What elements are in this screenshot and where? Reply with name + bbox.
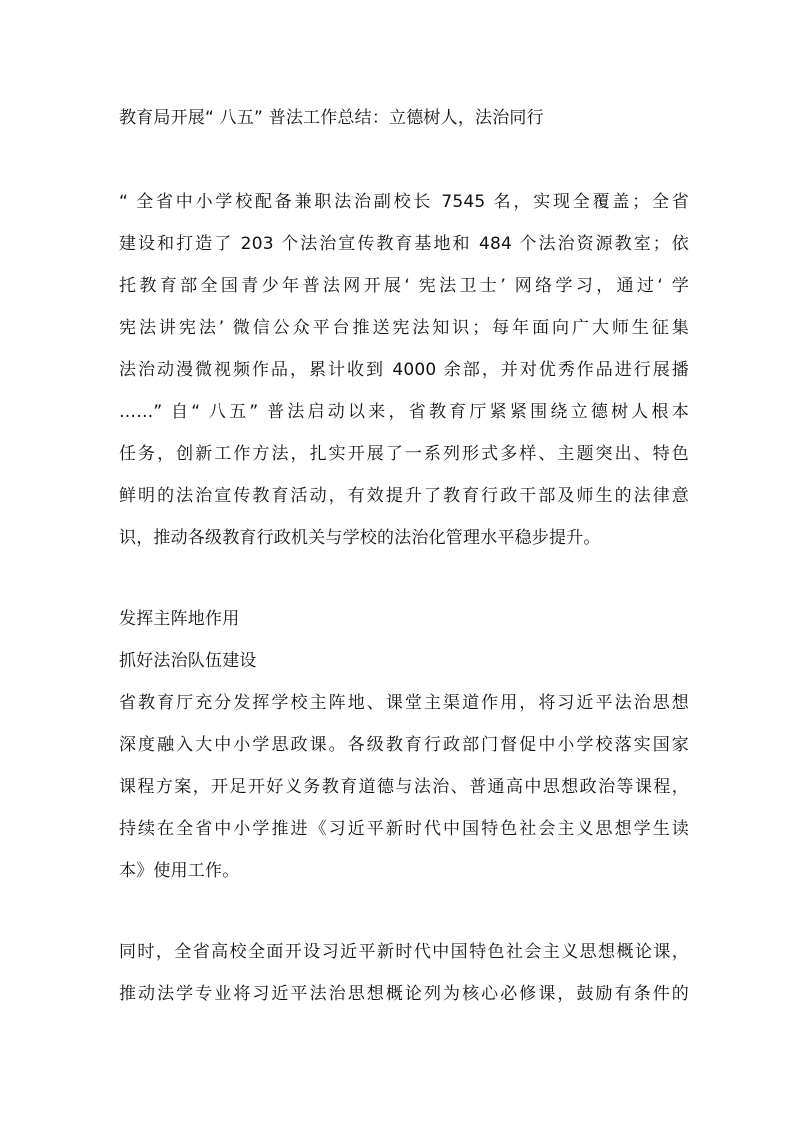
section-heading-main-position: 发挥主阵地作用 [119, 609, 240, 629]
intro-line-3: 托教育部全国青少年普法网开展‘ 宪法卫士’ 网络学习，通过‘ 学 [119, 276, 689, 296]
section-line-5: 本》使用工作。 [119, 861, 240, 881]
closing-line-1: 同时，全省高校全面开设习近平新时代中国特色社会主义思想概论课， [119, 942, 689, 962]
intro-line-4: 宪法讲宪法’ 微信公众平台推送宪法知识；每年面向广大师生征集 [119, 318, 689, 338]
section-line-4: 持续在全省中小学推进《习近平新时代中国特色社会主义思想学生读 [119, 819, 689, 839]
intro-line-1: “ 全省中小学校配备兼职法治副校长 7545 名，实现全覆盖；全省 [119, 192, 689, 212]
section-line-3: 课程方案，开足开好义务教育道德与法治、普通高中思想政治等课程， [119, 777, 689, 797]
intro-line-6: ……” 自“ 八五” 普法启动以来，省教育厅紧紧围绕立德树人根本 [119, 402, 689, 422]
intro-line-5: 法治动漫微视频作品，累计收到 4000 余部，并对优秀作品进行展播 [119, 360, 689, 380]
section-line-2: 深度融入大中小学思政课。各级教育行政部门督促中小学校落实国家 [119, 735, 689, 755]
intro-line-8: 鲜明的法治宣传教育活动，有效提升了教育行政干部及师生的法律意 [119, 486, 689, 506]
section-heading-team-building: 抓好法治队伍建设 [119, 651, 257, 671]
intro-line-2: 建设和打造了 203 个法治宣传教育基地和 484 个法治资源教室；依 [119, 234, 689, 254]
intro-line-9: 识，推动各级教育行政机关与学校的法治化管理水平稳步提升。 [119, 528, 601, 548]
section-line-1: 省教育厅充分发挥学校主阵地、课堂主渠道作用，将习近平法治思想 [119, 693, 689, 713]
document-title: 教育局开展“ 八五” 普法工作总结：立德树人，法治同行 [119, 108, 544, 128]
intro-line-7: 任务，创新工作方法，扎实开展了一系列形式多样、主题突出、特色 [119, 444, 689, 464]
closing-line-2: 推动法学专业将习近平法治思想概论列为核心必修课，鼓励有条件的 [119, 984, 689, 1004]
